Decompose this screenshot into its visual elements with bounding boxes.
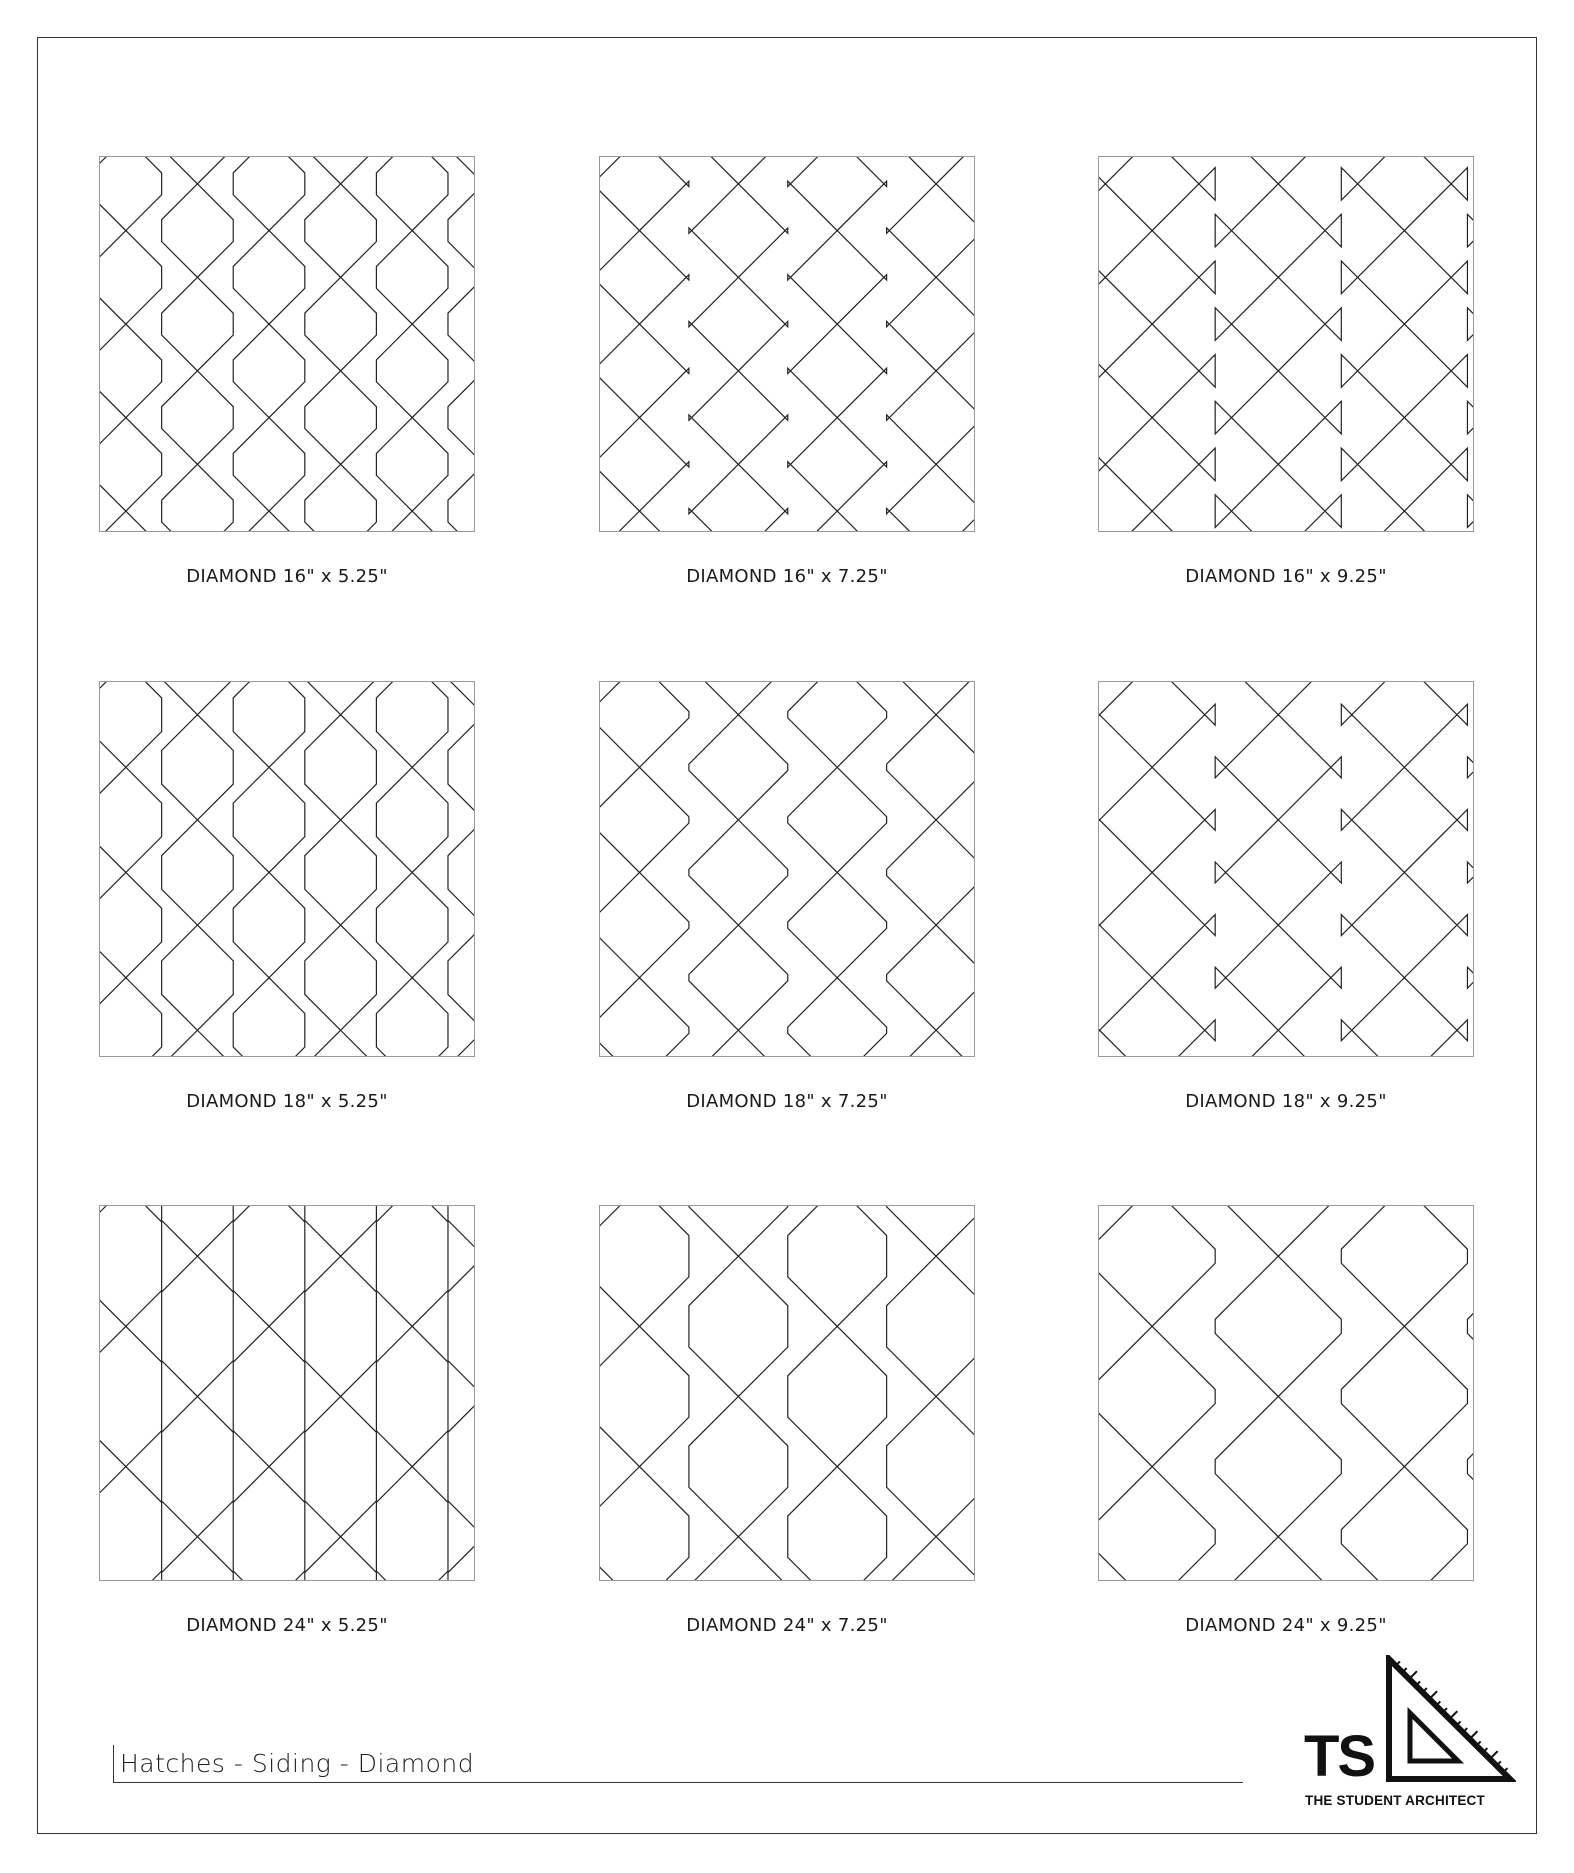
diamond-hatch-pattern (1099, 682, 1473, 1056)
tile-caption: DIAMOND 16" x 5.25" (186, 566, 388, 587)
diamond-hatch-pattern (100, 157, 474, 531)
logo-name: THE STUDENT ARCHITECT (1305, 1793, 1485, 1808)
set-square-icon (1386, 1655, 1516, 1785)
hatch-tile (1098, 156, 1474, 532)
hexagon-grid-lines (100, 1206, 474, 1580)
hatch-tile (599, 681, 975, 1057)
hatch-tile (99, 681, 475, 1057)
diamond-hatch-pattern (600, 157, 974, 531)
logo-mark: TS (1304, 1724, 1375, 1789)
hatch-tile (1098, 681, 1474, 1057)
hatch-tile (599, 1205, 975, 1581)
hatch-tile (1098, 1205, 1474, 1581)
hexagon-grid-lines (100, 682, 474, 1056)
hexagon-grid-lines (1099, 157, 1473, 531)
diamond-hatch-pattern (100, 682, 474, 1056)
page-title: Hatches - Siding - Diamond (120, 1749, 475, 1778)
diamond-hatch-pattern (1099, 1206, 1473, 1580)
hexagon-grid-lines (600, 682, 974, 1056)
diamond-hatch-pattern (1099, 157, 1473, 531)
tile-caption: DIAMOND 16" x 9.25" (1185, 566, 1387, 587)
title-block (113, 1745, 1243, 1783)
hexagon-grid-lines (600, 157, 974, 531)
hatch-tile (599, 156, 975, 532)
diamond-hatch-pattern (600, 682, 974, 1056)
hexagon-grid-lines (1099, 682, 1473, 1056)
hexagon-grid-lines (600, 1206, 974, 1580)
tile-caption: DIAMOND 18" x 5.25" (186, 1091, 388, 1112)
diamond-hatch-pattern (100, 1206, 474, 1580)
diamond-hatch-pattern (600, 1206, 974, 1580)
hexagon-grid-lines (100, 157, 474, 531)
tile-caption: DIAMOND 18" x 7.25" (686, 1091, 888, 1112)
hatch-tile (99, 1205, 475, 1581)
tile-caption: DIAMOND 24" x 7.25" (686, 1615, 888, 1636)
hatch-tile (99, 156, 475, 532)
logo (1300, 1655, 1520, 1815)
tile-caption: DIAMOND 24" x 9.25" (1185, 1615, 1387, 1636)
hexagon-grid-lines (1099, 1206, 1473, 1580)
tile-caption: DIAMOND 24" x 5.25" (186, 1615, 388, 1636)
tile-caption: DIAMOND 16" x 7.25" (686, 566, 888, 587)
tile-caption: DIAMOND 18" x 9.25" (1185, 1091, 1387, 1112)
